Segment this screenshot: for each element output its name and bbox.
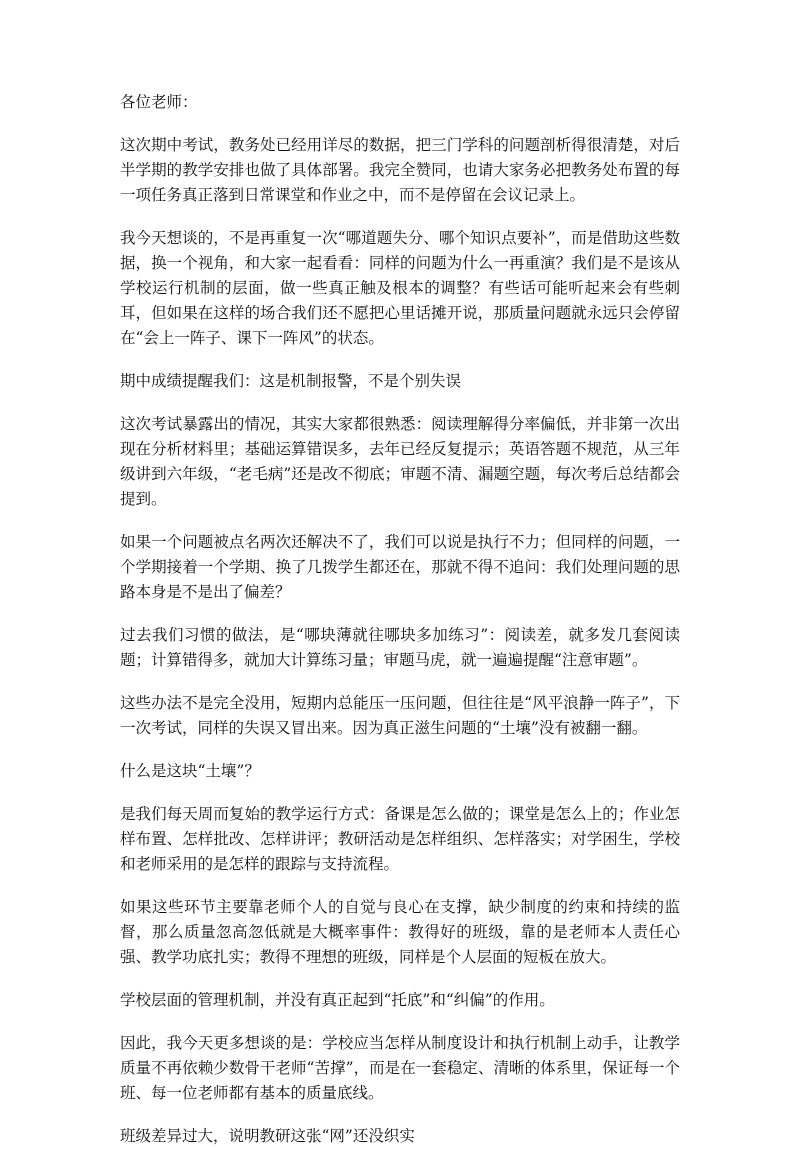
paragraph: 什么是这块“土壤”？ xyxy=(120,762,260,780)
paragraph: 如果这些环节主要靠老师个人的自觉与良心在支撑，缺少制度的约束和持续的监督，那么质量忽高忽低就是大概率事件：教得好的班级，靠的是老师本人责任心强、教学功底扎实；教得不理想的班级，同样是个人层面的短板在放大。 xyxy=(120,898,680,966)
section-heading: 班级差异过大，说明教研这张“网”还没织实 xyxy=(120,1127,415,1145)
salutation: 各位老师： xyxy=(120,93,198,111)
paragraph: 是我们每天周而复始的教学运行方式：备课是怎么做的；课堂是怎么上的；作业怎样布置、怎样批改、怎样讲评；教研活动是怎样组织、怎样落实；对学困生，学校和老师采用的是怎样的跟踪与支持流程。 xyxy=(120,805,680,873)
paragraph: 这次期中考试，教务处已经用详尽的数据，把三门学科的问题剖析得很清楚，对后半学期的教学安排也做了具体部署。我完全赞同，也请大家务必把教务处布置的每一项任务真正落到日常课堂和作业之中，而不是停留在会议记录上。 xyxy=(120,136,680,204)
paragraph: 这次考试暴露出的情况，其实大家都很熟悉：阅读理解得分率偏低，并非第一次出现在分析材料里；基础运算错误多，去年已经反复提示；英语答题不规范，从三年级讲到六年级，“老毛病”还是改不彻底；审题不清、漏题空题，每次考后总结都会提到。 xyxy=(120,415,680,508)
paragraph: 这些办法不是完全没用，短期内总能压一压问题，但往往是“风平浪静一阵子”，下一次考试，同样的失误又冒出来。因为真正滋生问题的“土壤”没有被翻一翻。 xyxy=(120,694,680,737)
section-heading: 期中成绩提醒我们：这是机制报警，不是个别失误 xyxy=(120,372,462,390)
paragraph: 我今天想谈的，不是再重复一次“哪道题失分、哪个知识点要补”，而是借助这些数据，换一个视角，和大家一起看看：同样的问题为什么一再重演？我们是不是该从学校运行机制的层面，做一些真正触及根本的调整？有些话可能听起来会有些刺耳，但如果在这样的场合我们还不愿把心里话摊开说，那质量问题就永远只会停留在“会上一阵子、课下一阵风”的状态。 xyxy=(120,229,680,347)
paragraph: 过去我们习惯的做法，是“哪块薄就往哪块多加练习”：阅读差，就多发几套阅读题；计算错得多，就加大计算练习量；审题马虎，就一遍遍提醒“注意审题”。 xyxy=(120,626,680,669)
paragraph: 因此，我今天更多想谈的是：学校应当怎样从制度设计和执行机制上动手，让教学质量不再依赖少数骨干老师“苦撑”，而是在一套稳定、清晰的体系里，保证每一个班、每一位老师都有基本的质量底线。 xyxy=(120,1034,680,1102)
paragraph: 学校层面的管理机制，并没有真正起到“托底”和“纠偏”的作用。 xyxy=(120,991,555,1009)
paragraph: 如果一个问题被点名两次还解决不了，我们可以说是执行不力；但同样的问题，一个学期接着一个学期、换了几拨学生都还在，那就不得不追问：我们处理问题的思路本身是不是出了偏差？ xyxy=(120,533,680,601)
document-page xyxy=(120,90,680,1149)
